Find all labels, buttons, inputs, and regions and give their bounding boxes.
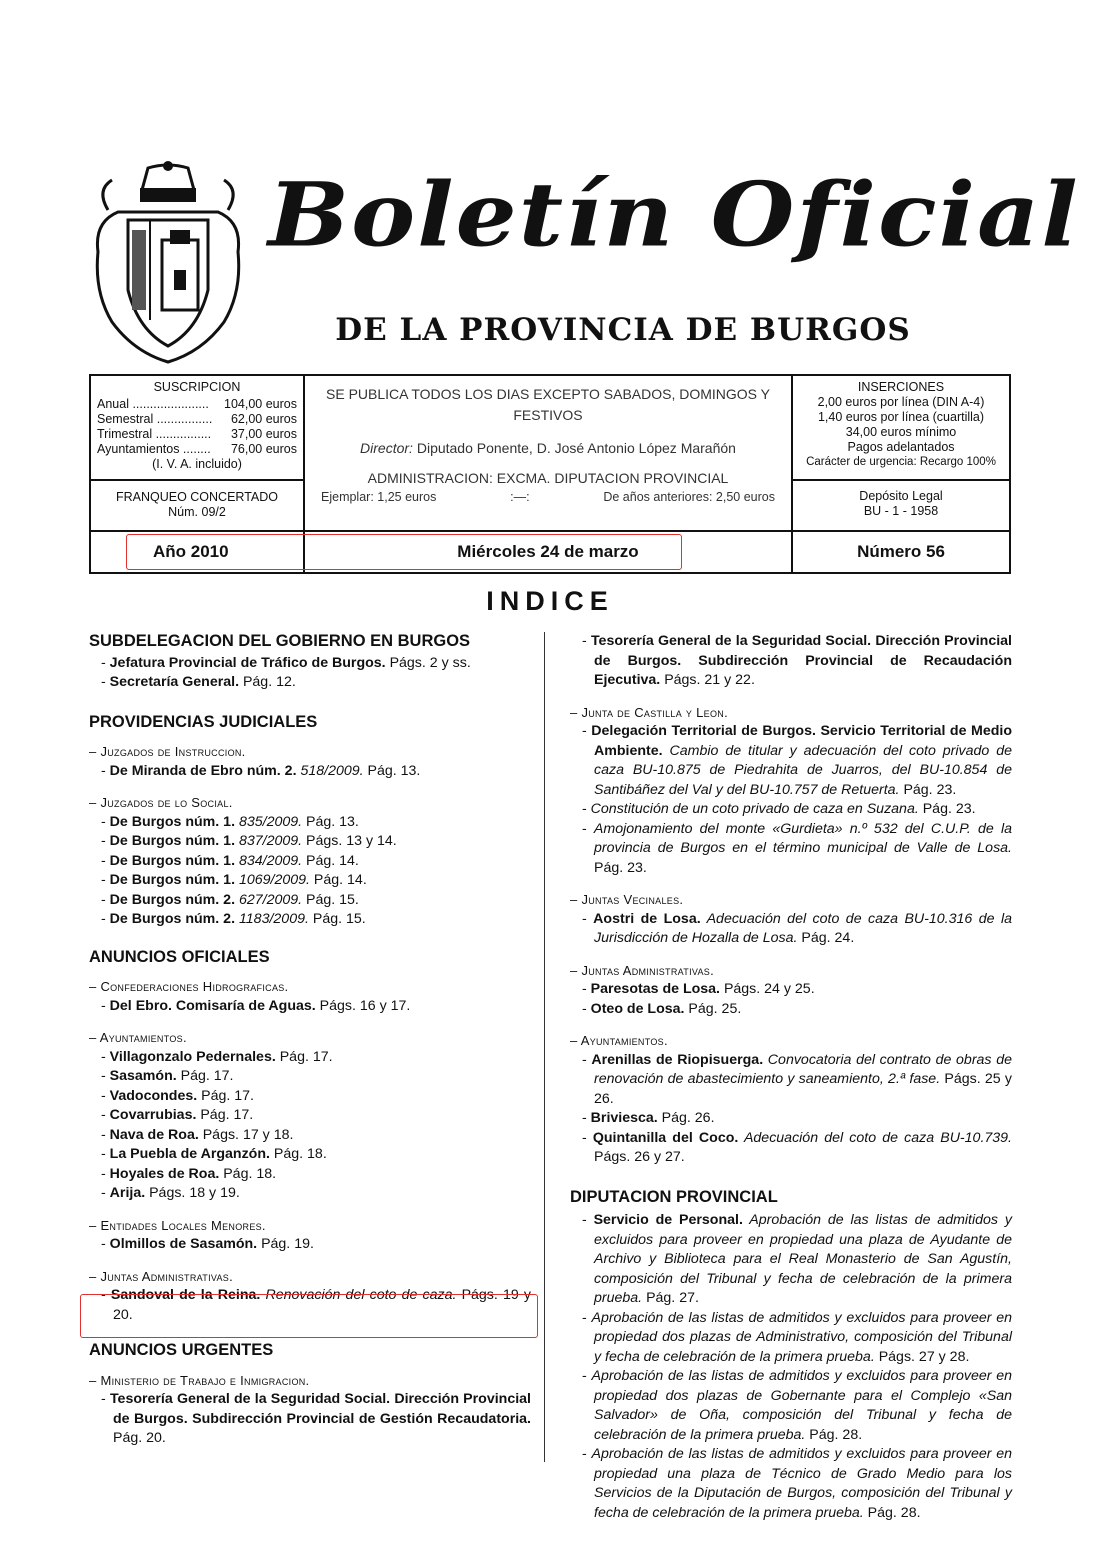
masthead-title: Boletín Oficial bbox=[268, 162, 1080, 267]
entry-pages: Pág. 18. bbox=[219, 1165, 277, 1182]
entry-description: Convocatoria del contrato de obras de renovación de abastecimiento y saneamiento, 2.ª fase. bbox=[594, 1051, 1012, 1087]
entry-name: Villagonzalo Pedernales. bbox=[109, 1048, 276, 1065]
entry-name: De Burgos núm. 2. bbox=[109, 911, 236, 927]
director-name: Diputado Ponente, D. José Antonio López Marañón bbox=[412, 440, 736, 456]
entry-pages: Págs. 27 y 28. bbox=[874, 1348, 970, 1365]
entry-pages: Pág. 18. bbox=[269, 1146, 327, 1162]
issue-year: Año 2010 bbox=[153, 542, 229, 561]
entry-name: Tesorería General de la Seguridad Social. Dirección Provincial de Burgos. Subdirección Provincial de Recaudación Ejecutiva. bbox=[590, 633, 1012, 688]
index-entry[interactable]: - Amojonamiento del monte «Gurdieta» n.º 532 del C.U.P. de la provincia de Burgos en el término municipal de Valle de Losa. Pág. 23. bbox=[582, 820, 1012, 876]
publishing-schedule: SE PUBLICA TODOS LOS DIAS EXCEPTO SABADOS, DOMINGOS Y FESTIVOS bbox=[326, 386, 770, 423]
entry-description: Amojonamiento del monte «Gurdieta» n.º 532 del C.U.P. de la provincia de Burgos en el término municipal de Valle de Losa. bbox=[593, 820, 1012, 856]
entry-name: Paresotas de Losa. bbox=[590, 981, 720, 997]
subscription-heading: SUSCRIPCION bbox=[153, 380, 241, 394]
entry-name: Delegación Territorial de Burgos. Servicio Territorial de Medio Ambiente. bbox=[591, 723, 1013, 759]
date-highlight-box bbox=[126, 534, 682, 570]
entry-description: Adecuación del coto de caza BU-10.316 de la Jurisdicción de Hozalla de Losa. bbox=[594, 910, 1012, 946]
index-entry[interactable]: - Sandoval de la Reina. Renovación del coto de caza. Págs. 19 y 20. bbox=[101, 1287, 531, 1323]
subscription-prices bbox=[91, 395, 303, 472]
entry-pages: Págs. 18 y 19. bbox=[145, 1185, 240, 1201]
entry-pages: Pág. 28. bbox=[863, 1504, 921, 1521]
index-entry[interactable]: - Briviesca. Pág. 26. bbox=[582, 1110, 715, 1126]
entry-pages: Págs. 16 y 17. bbox=[315, 997, 411, 1014]
entry-name: Briviesca. bbox=[590, 1110, 658, 1126]
entry-name: Quintanilla del Coco. bbox=[592, 1129, 739, 1146]
index-entry[interactable]: - De Burgos núm. 1. 837/2009. Págs. 13 y 14. bbox=[101, 833, 397, 849]
price-label: Anual ...................... bbox=[97, 397, 209, 411]
entry-name: De Burgos núm. 1. bbox=[109, 833, 236, 849]
index-entry[interactable]: - De Burgos núm. 2. 1183/2009. Pág. 15. bbox=[101, 911, 366, 927]
index-entry[interactable]: - La Puebla de Arganzón. Pág. 18. bbox=[101, 1146, 327, 1162]
entry-name: Del Ebro. Comisaría de Aguas. bbox=[109, 997, 316, 1014]
index-entry[interactable]: - Paresotas de Losa. Págs. 24 y 25. bbox=[582, 981, 815, 997]
insertion-rate: Carácter de urgencia: Recargo 100% bbox=[806, 456, 996, 468]
entry-pages: Pág. 19. bbox=[257, 1236, 314, 1252]
index-entry[interactable]: - Servicio de Personal. Aprobación de las listas de admitidos y excluidos para proveer en propiedad una plaza de Ayudante de Archivo y Biblioteca para el Real Monasterio de San Agustín, composición del Tribunal y fecha de celebración de la primera prueba. Pág. 27. bbox=[582, 1212, 1012, 1306]
entry-description: 627/2009. bbox=[235, 891, 303, 908]
legal-deposit-number: BU - 1 - 1958 bbox=[863, 504, 939, 518]
index-entry[interactable]: - Tesorería General de la Seguridad Social. Dirección Provincial de Burgos. Subdirección Provincial de Recaudación Ejecutiva. Págs. 21 y 22. bbox=[582, 633, 1012, 688]
entry-pages: Pág. 28. bbox=[805, 1426, 863, 1443]
section-heading: ANUNCIOS URGENTES bbox=[89, 1341, 274, 1359]
legal-deposit-box bbox=[791, 479, 1011, 532]
section-heading: PROVIDENCIAS JUDICIALES bbox=[89, 712, 318, 731]
issue-number: Número 56 bbox=[857, 542, 945, 561]
entry-name: De Burgos núm. 1. bbox=[109, 872, 236, 888]
entry-name: Covarrubias. bbox=[109, 1107, 197, 1123]
index-entry[interactable]: - De Miranda de Ebro núm. 2. 518/2009. Pág. 13. bbox=[101, 762, 421, 779]
index-entry[interactable]: - Hoyales de Roa. Pág. 18. bbox=[101, 1165, 277, 1182]
entry-pages: Pág. 23. bbox=[899, 781, 957, 798]
franqueo-box bbox=[89, 479, 305, 532]
entry-name: De Miranda de Ebro núm. 2. bbox=[109, 762, 297, 779]
entry-name: Hoyales de Roa. bbox=[109, 1165, 220, 1182]
section-heading: DIPUTACION PROVINCIAL bbox=[570, 1187, 778, 1206]
entry-name: La Puebla de Arganzón. bbox=[109, 1146, 270, 1162]
franqueo-number: Núm. 09/2 bbox=[168, 505, 226, 519]
entry-pages: Pág. 17. bbox=[176, 1068, 234, 1084]
entry-pages: Págs. 17 y 18. bbox=[198, 1126, 294, 1143]
entry-pages: Pág. 15. bbox=[308, 911, 366, 927]
index-entry[interactable]: - Oteo de Losa. Pág. 25. bbox=[582, 1000, 742, 1017]
index-entry[interactable]: - Aprobación de las listas de admitidos y excluidos para proveer en propiedad dos plazas de Administrativo, composición del Tribunal y fecha de celebración de la primera prueba. Págs. 27 y 28. bbox=[582, 1309, 1012, 1365]
entry-pages: Págs. 25 y 26. bbox=[594, 1071, 1012, 1107]
index-entry[interactable]: - De Burgos núm. 1. 835/2009. Pág. 13. bbox=[101, 813, 359, 830]
masthead-subtitle: DE LA PROVINCIA DE BURGOS bbox=[335, 312, 911, 348]
entry-description: 837/2009. bbox=[235, 833, 303, 849]
entry-description: Cambio de titular y adecuación del coto privado de caza BU-10.875 de Piedrahita de Juarros, del BU-10.854 de Santibáñez del Val y del BU-10.757 de Retuerta. bbox=[594, 742, 1012, 798]
index-entry[interactable]: - Secretaría General. Pág. 12. bbox=[101, 674, 296, 690]
insertion-rate: 2,00 euros por línea (DIN A-4) bbox=[817, 395, 985, 409]
subsection-heading: – Ministerio de Trabajo e Inmigracion. bbox=[89, 1372, 310, 1388]
entry-pages: Pág. 13. bbox=[363, 762, 421, 779]
entry-description: 835/2009. bbox=[235, 813, 303, 830]
price-label: Semestral ................ bbox=[97, 412, 213, 426]
price-row bbox=[97, 442, 297, 457]
entry-pages: Pág. 20. bbox=[113, 1430, 166, 1446]
price-row bbox=[97, 427, 297, 442]
issue-date: Miércoles 24 de marzo bbox=[457, 542, 639, 561]
index-entry[interactable]: - Delegación Territorial de Burgos. Servicio Territorial de Medio Ambiente. Cambio de titular y adecuación del coto privado de caza BU-10.875 de Piedrahita de Juarros, del BU-10.854 de Santibáñez del Val y del BU-10.757 de Retuerta. Pág. 23. bbox=[582, 723, 1013, 798]
subsection-heading: – Ayuntamientos. bbox=[89, 1030, 187, 1045]
insertion-rate: Pagos adelantados bbox=[847, 440, 955, 454]
entry-pages: Pág. 26. bbox=[657, 1110, 715, 1126]
entry-pages: Pág. 15. bbox=[302, 891, 359, 908]
back-issue-price: De años anteriores: 2,50 euros bbox=[603, 490, 775, 504]
entry-pages: Pág. 17. bbox=[197, 1087, 254, 1104]
index-entry[interactable]: - Aprobación de las listas de admitidos y excluidos para proveer en propiedad dos plazas de Gobernante para el Complejo «San Salvador» de Oña, composición del Tribunal y fecha de celebración de la primera prueba. Pág. 28. bbox=[582, 1368, 1012, 1443]
entry-name: Nava de Roa. bbox=[109, 1126, 199, 1143]
index-entry[interactable]: - Covarrubias. Pág. 17. bbox=[101, 1107, 254, 1123]
entry-description: Aprobación de las listas de admitidos y excluidos para proveer en propiedad una plaza de Ayudante de Archivo y Biblioteca para el Real Monasterio de San Agustín, composición del Tribunal y fecha de celebración de la primera prueba. bbox=[594, 1212, 1012, 1306]
legal-deposit-label: Depósito Legal bbox=[859, 489, 943, 503]
entry-name: Jefatura Provincial de Tráfico de Burgos. bbox=[109, 654, 386, 671]
entry-name: Aostri de Losa. bbox=[593, 910, 701, 927]
entry-name: Sandoval de la Reina. bbox=[110, 1287, 261, 1303]
index-entry[interactable]: - De Burgos núm. 1. 1069/2009. Pág. 14. bbox=[101, 872, 367, 888]
entry-name: Tesorería General de la Seguridad Social. Dirección Provincial de Burgos. Subdirección Provincial de Gestión Recaudatoria. bbox=[109, 1391, 531, 1427]
entry-pages: Pág. 23. bbox=[918, 801, 976, 817]
entry-name: De Burgos núm. 1. bbox=[109, 852, 236, 869]
subsection-heading: – Juzgados de lo Social. bbox=[89, 795, 233, 810]
entry-description: Aprobación de las listas de admitidos y excluidos para proveer en propiedad dos plazas de Gobernante para el Complejo «San Salvador» de Oña, composición del Tribunal y fecha de celebración de la primera prueba. bbox=[591, 1368, 1012, 1443]
ejemplar-price: Ejemplar: 1,25 euros bbox=[321, 490, 437, 504]
index-entry[interactable]: - De Burgos núm. 1. 834/2009. Pág. 14. bbox=[101, 852, 359, 869]
entry-pages: Pág. 25. bbox=[684, 1000, 742, 1017]
entry-pages: Págs. 21 y 22. bbox=[660, 672, 755, 688]
index-entry[interactable]: - Aostri de Losa. Adecuación del coto de caza BU-10.316 de la Jurisdicción de Hozalla de Losa. Pág. 24. bbox=[582, 910, 1012, 946]
publication-box bbox=[303, 374, 793, 532]
price-row bbox=[97, 412, 297, 427]
entry-name: De Burgos núm. 1. bbox=[109, 813, 236, 830]
entry-highlight-box bbox=[80, 1294, 538, 1338]
entry-pages: Pág. 27. bbox=[642, 1290, 699, 1306]
administration-line: ADMINISTRACION: EXCMA. DIPUTACION PROVINCIAL bbox=[367, 470, 729, 486]
entry-name: Arija. bbox=[109, 1185, 146, 1201]
entry-description: Aprobación de las listas de admitidos y excluidos para proveer en propiedad una plaza de Técnico de Grado Medio para los Servicios de la Diputación de Burgos, composición del Tribunal y fecha de celebración de la primera prueba. bbox=[591, 1446, 1012, 1521]
entry-pages: Págs. 19 y 20. bbox=[113, 1287, 531, 1323]
entry-pages: Págs. 24 y 25. bbox=[720, 981, 815, 997]
entry-pages: Pág. 12. bbox=[239, 674, 296, 690]
index-entry[interactable]: - Tesorería General de la Seguridad Social. Dirección Provincial de Burgos. Subdirección Provincial de Gestión Recaudatoria. Pág. 20. bbox=[101, 1391, 531, 1446]
entry-name: Oteo de Losa. bbox=[590, 1000, 685, 1017]
entry-pages: Págs. 13 y 14. bbox=[302, 833, 397, 849]
column-divider bbox=[544, 632, 545, 1462]
entry-description: 1183/2009. bbox=[235, 911, 309, 927]
subsection-heading: – Entidades Locales Menores. bbox=[89, 1217, 266, 1233]
entry-name: De Burgos núm. 2. bbox=[109, 891, 236, 908]
director-label: Director: bbox=[360, 440, 413, 456]
entry-description: Aprobación de las listas de admitidos y excluidos para proveer en propiedad dos plazas de Administrativo, composición del Tribunal y fecha de celebración de la primera prueba. bbox=[591, 1309, 1012, 1365]
subsection-heading: – Juntas Administrativas. bbox=[89, 1268, 234, 1284]
entry-pages: Págs. 2 y ss. bbox=[385, 654, 471, 671]
entry-name: Secretaría General. bbox=[109, 674, 240, 690]
dateline-rule bbox=[89, 572, 1011, 574]
province-coat-of-arms bbox=[88, 160, 248, 370]
section-heading: ANUNCIOS OFICIALES bbox=[89, 947, 270, 966]
price-row bbox=[97, 397, 297, 412]
price-label: Ayuntamientos ........ bbox=[97, 442, 211, 456]
entry-pages: Pág. 17. bbox=[196, 1107, 254, 1123]
price-value: 104,00 euros bbox=[224, 397, 297, 411]
entry-pages: Pág. 23. bbox=[594, 859, 647, 876]
entry-description: Adecuación del coto de caza BU-10.739. bbox=[738, 1129, 1012, 1146]
subsection-heading: – Juntas Administrativas. bbox=[570, 962, 715, 978]
director-line bbox=[305, 440, 791, 456]
subsection-heading: – Juntas Vecinales. bbox=[570, 892, 684, 907]
index-entry[interactable]: - Vadocondes. Pág. 17. bbox=[101, 1087, 254, 1104]
entry-name: Sasamón. bbox=[109, 1068, 177, 1084]
index-entry[interactable]: - Olmillos de Sasamón. Pág. 19. bbox=[101, 1236, 314, 1252]
price-value: 76,00 euros bbox=[230, 442, 297, 456]
price-value: 37,00 euros bbox=[230, 427, 297, 441]
entry-pages: Págs. 26 y 27. bbox=[594, 1149, 685, 1165]
separator: :—: bbox=[510, 490, 530, 504]
price-label: Trimestral ................ bbox=[97, 427, 212, 441]
index-entry[interactable]: - Villagonzalo Pedernales. Pág. 17. bbox=[101, 1048, 333, 1065]
index-entry[interactable]: - Sasamón. Pág. 17. bbox=[101, 1068, 234, 1084]
entry-description: 834/2009. bbox=[235, 852, 303, 869]
index-entry[interactable]: - Quintanilla del Coco. Adecuación del coto de caza BU-10.739. Págs. 26 y 27. bbox=[582, 1129, 1012, 1165]
entry-pages: Pág. 14. bbox=[309, 872, 367, 888]
price-value: 62,00 euros bbox=[230, 412, 297, 426]
insertion-rate: 1,40 euros por línea (cuartilla) bbox=[817, 410, 985, 424]
subsection-heading: – Junta de Castilla y Leon. bbox=[570, 704, 728, 720]
index-title: INDICE bbox=[486, 586, 614, 616]
index-entry[interactable]: - Jefatura Provincial de Tráfico de Burgos. Págs. 2 y ss. bbox=[101, 654, 471, 671]
entry-description: Constitución de un coto privado de caza en Suzana. bbox=[590, 801, 919, 817]
entry-description: 1069/2009. bbox=[235, 872, 310, 888]
entry-pages: Pág. 17. bbox=[275, 1048, 333, 1065]
entry-name: Arenillas de Riopisuerga. bbox=[591, 1051, 764, 1068]
index-entry[interactable]: - Arija. Págs. 18 y 19. bbox=[101, 1185, 240, 1201]
index-entry[interactable]: - De Burgos núm. 2. 627/2009. Pág. 15. bbox=[101, 891, 359, 908]
subsection-heading: – Ayuntamientos. bbox=[570, 1033, 668, 1048]
index-right-column bbox=[570, 632, 1012, 1523]
entry-name: Servicio de Personal. bbox=[593, 1212, 743, 1228]
section-heading: SUBDELEGACION DEL GOBIERNO EN BURGOS bbox=[89, 632, 471, 650]
entry-pages: Pág. 13. bbox=[302, 813, 359, 830]
subsection-heading: – Juzgados de Instruccion. bbox=[89, 744, 246, 759]
entry-name: Olmillos de Sasamón. bbox=[109, 1236, 258, 1252]
index-entry[interactable]: - Nava de Roa. Págs. 17 y 18. bbox=[101, 1126, 294, 1143]
index-entry[interactable]: - Constitución de un coto privado de caza en Suzana. Pág. 23. bbox=[582, 801, 976, 817]
entry-pages: Pág. 24. bbox=[797, 930, 855, 946]
entry-description: 518/2009. bbox=[296, 762, 364, 779]
index-entry[interactable]: - Aprobación de las listas de admitidos y excluidos para proveer en propiedad una plaza de Técnico de Grado Medio para los Servicios de la Diputación de Burgos, composición del Tribunal y fecha de celebración de la primera prueba. Pág. 28. bbox=[582, 1446, 1012, 1521]
index-entry[interactable]: - Del Ebro. Comisaría de Aguas. Págs. 16 y 17. bbox=[101, 997, 411, 1014]
insertion-rate: 34,00 euros mínimo bbox=[845, 425, 957, 439]
entry-description: Renovación del coto de caza. bbox=[260, 1287, 457, 1303]
entry-name: Vadocondes. bbox=[109, 1087, 198, 1104]
price-per-issue bbox=[321, 490, 775, 505]
iva-note: (I. V. A. incluido) bbox=[152, 457, 242, 471]
insertions-heading: INSERCIONES bbox=[857, 380, 945, 394]
subsection-heading: – Confederaciones Hidrograficas. bbox=[89, 979, 289, 994]
index-entry[interactable]: - Arenillas de Riopisuerga. Convocatoria del contrato de obras de renovación de abastecimiento y saneamiento, 2.ª fase. Págs. 25 y 26. bbox=[582, 1051, 1012, 1107]
franqueo-label: FRANQUEO CONCERTADO bbox=[115, 490, 279, 504]
entry-pages: Pág. 14. bbox=[302, 852, 359, 869]
